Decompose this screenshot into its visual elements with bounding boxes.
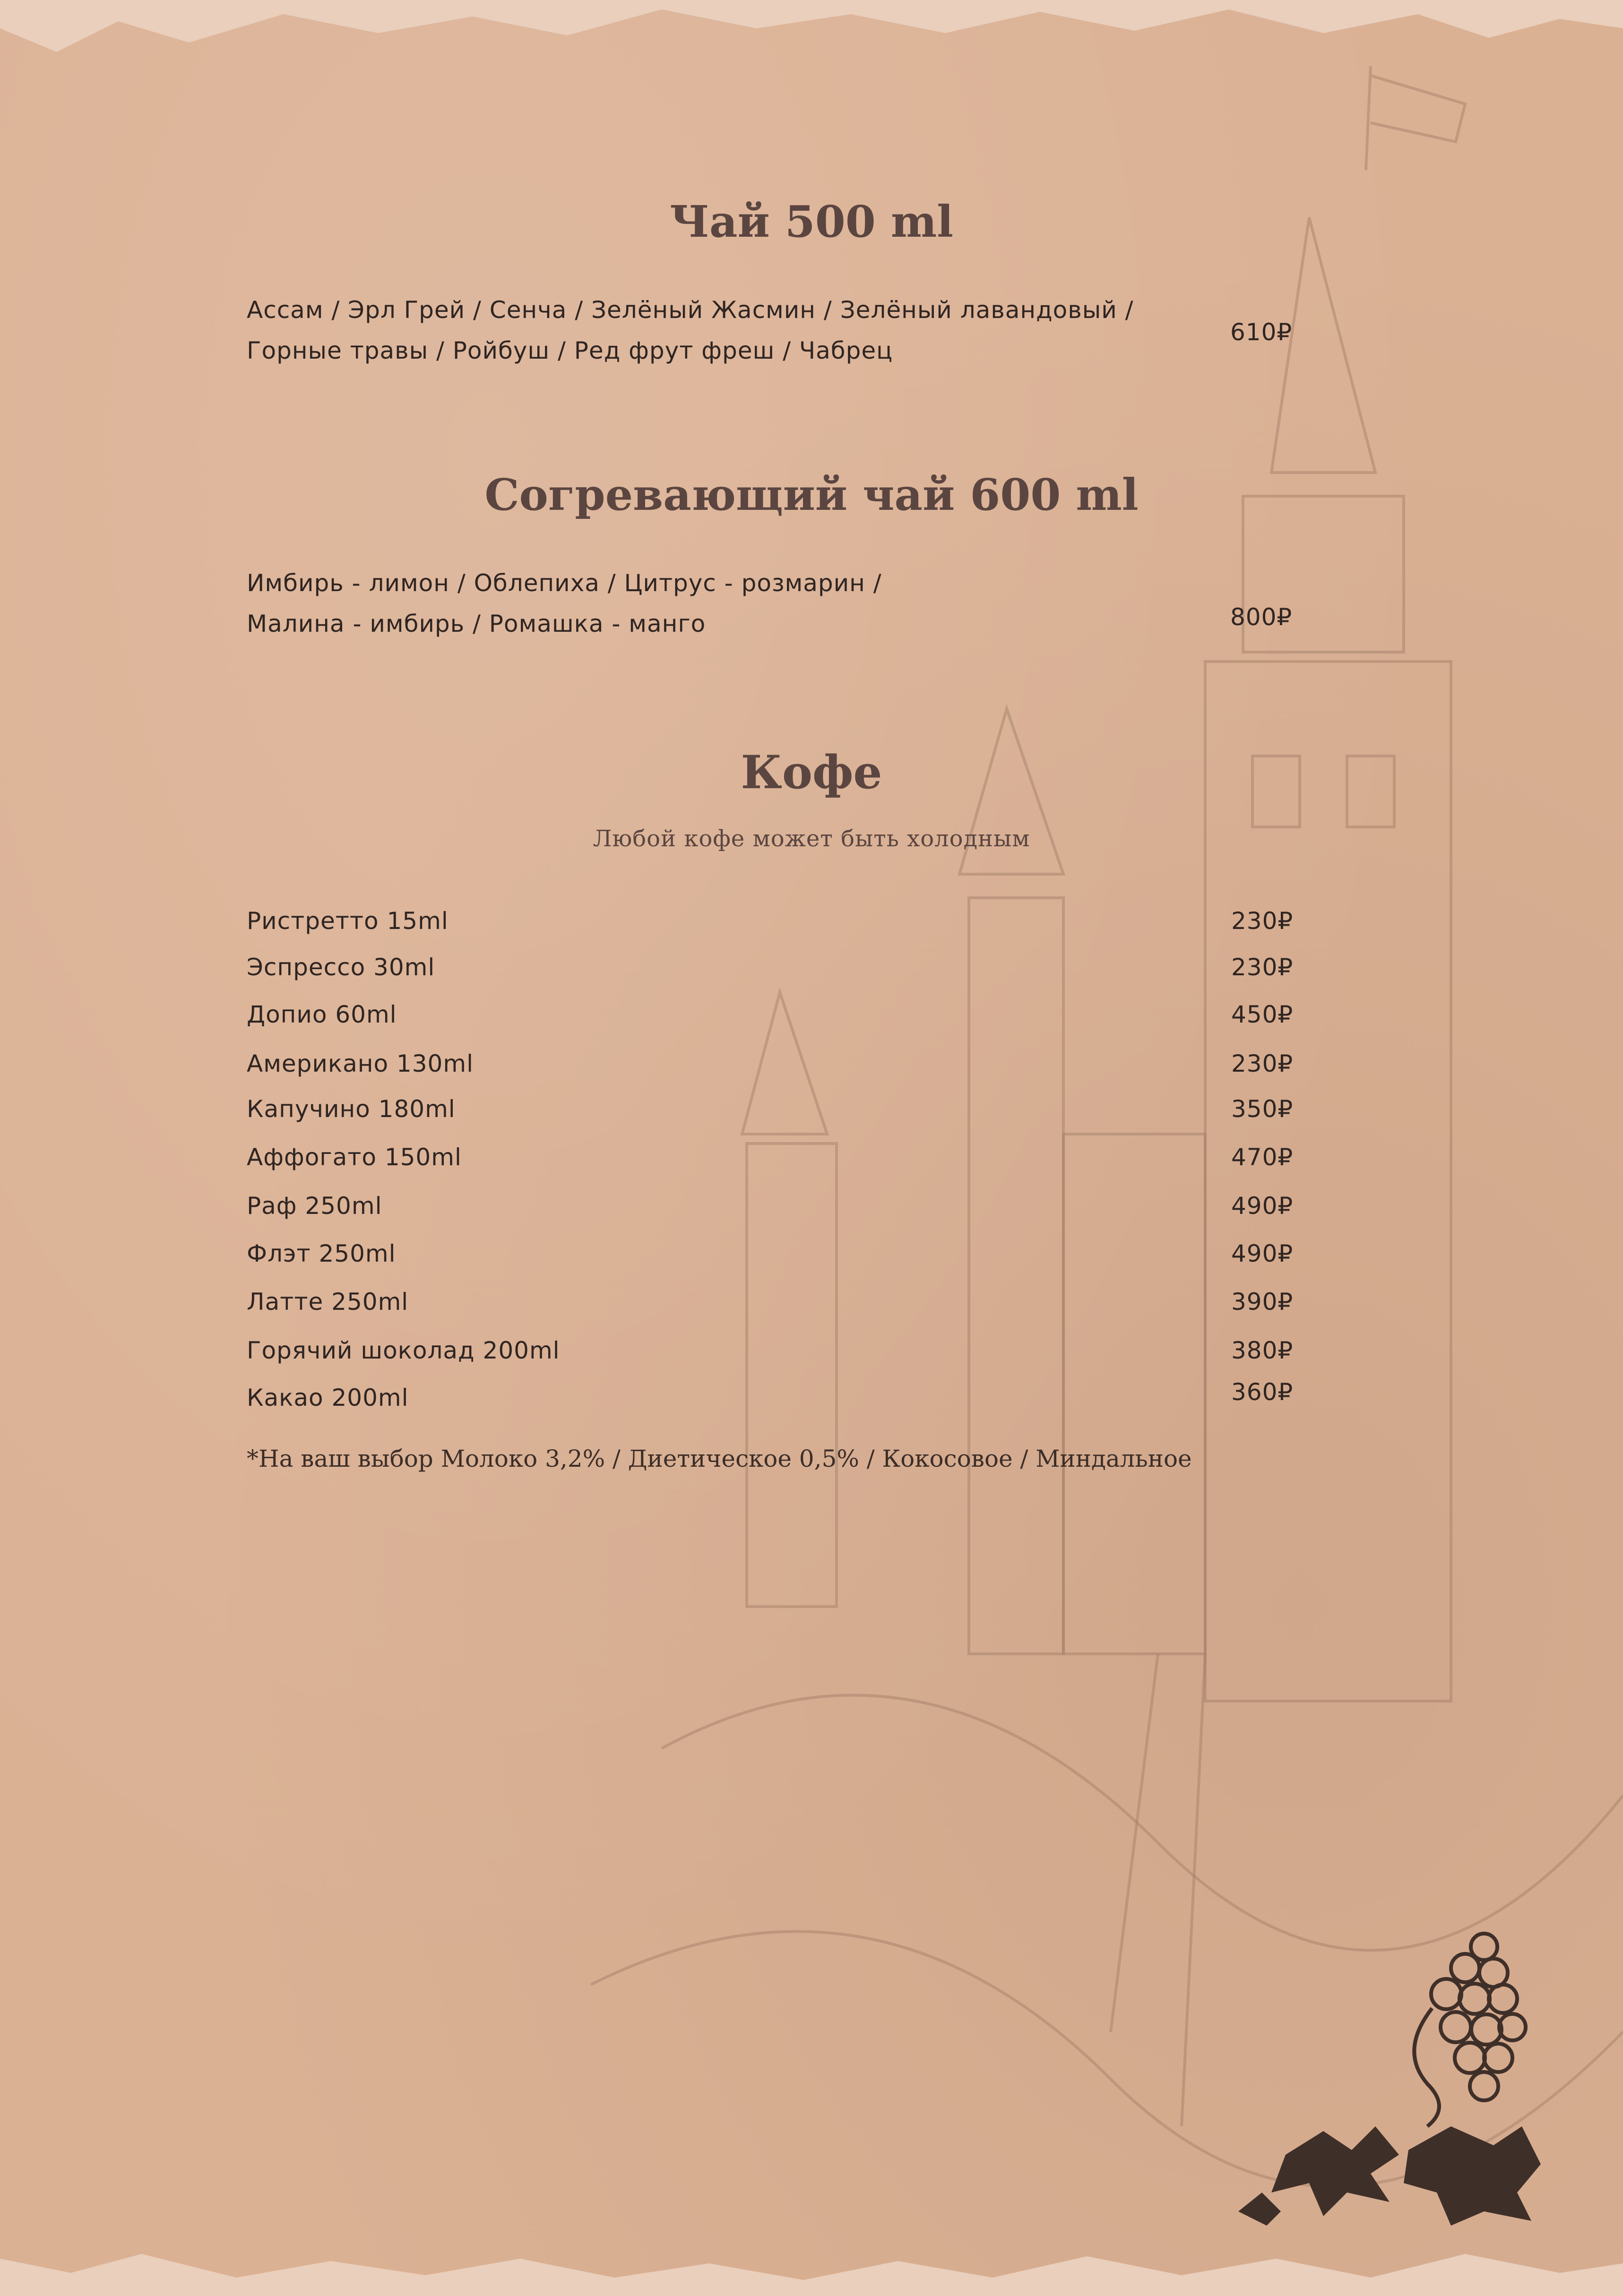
tea-section-title: Чай 500 ml	[669, 196, 954, 247]
menu-item-price: 230₽	[1231, 1050, 1294, 1077]
menu-item-name: Американо 130ml	[247, 1050, 474, 1077]
menu-item-price: 390₽	[1231, 1288, 1294, 1316]
menu-item-price: 350₽	[1231, 1095, 1294, 1123]
warming-tea-varieties-line-2: Малина - имбирь / Ромашка - манго	[247, 610, 706, 637]
menu-item-name: Горячий шоколад 200ml	[247, 1337, 560, 1364]
menu-item	[247, 1378, 1296, 1421]
menu-item	[247, 954, 1296, 996]
menu-item-price: 380₽	[1231, 1337, 1294, 1364]
menu-item-price: 490₽	[1231, 1192, 1294, 1220]
menu-item-name: Какао 200ml	[247, 1384, 409, 1411]
menu-item	[247, 1288, 1296, 1331]
menu-item	[247, 1192, 1296, 1235]
menu-item	[247, 1337, 1296, 1379]
menu-item	[247, 1001, 1296, 1043]
menu-item-name: Аффогато 150ml	[247, 1144, 462, 1171]
grapes-icon	[1229, 1928, 1569, 2230]
coffee-section-title: Кофе	[741, 746, 882, 799]
menu-item	[247, 1095, 1296, 1138]
tea-varieties-line-2: Горные травы / Ройбуш / Ред фрут фреш / Чабрец	[247, 337, 893, 364]
torn-bottom-edge	[0, 2221, 1623, 2296]
menu-item-name: Раф 250ml	[247, 1192, 382, 1220]
menu-item-price: 470₽	[1231, 1144, 1294, 1171]
warming-tea-price: 800₽	[1230, 603, 1293, 631]
menu-item-price: 230₽	[1231, 907, 1294, 935]
menu-item-name: Капучино 180ml	[247, 1095, 456, 1123]
menu-item-price: 490₽	[1231, 1240, 1294, 1267]
menu-item-name: Ристретто 15ml	[247, 907, 449, 935]
menu-item	[247, 1050, 1296, 1092]
warming-tea-varieties-line-1: Имбирь - лимон / Облепиха / Цитрус - розмарин /	[247, 569, 882, 597]
menu-item-price: 230₽	[1231, 954, 1294, 981]
warming-tea-section-title: Согревающий чай 600 ml	[484, 469, 1139, 520]
menu-item	[247, 1144, 1296, 1186]
menu-item-price: 360₽	[1231, 1378, 1294, 1406]
tea-varieties-line-1: Ассам / Эрл Грей / Сенча / Зелёный Жасмин / Зелёный лавандовый /	[247, 296, 1134, 324]
tea-price: 610₽	[1230, 318, 1293, 346]
menu-item-name: Допио 60ml	[247, 1001, 397, 1028]
menu-item-name: Флэт 250ml	[247, 1240, 396, 1267]
menu-item-name: Латте 250ml	[247, 1288, 409, 1316]
menu-item	[247, 1240, 1296, 1282]
milk-options-note: *На ваш выбор Молоко 3,2% / Диетическое 0,5% / Кокосовое / Миндальное	[247, 1445, 1192, 1472]
coffee-subtitle: Любой кофе может быть холодным	[593, 826, 1030, 852]
menu-item	[247, 907, 1296, 950]
menu-item-name: Эспрессо 30ml	[247, 954, 435, 981]
menu-item-price: 450₽	[1231, 1001, 1294, 1028]
